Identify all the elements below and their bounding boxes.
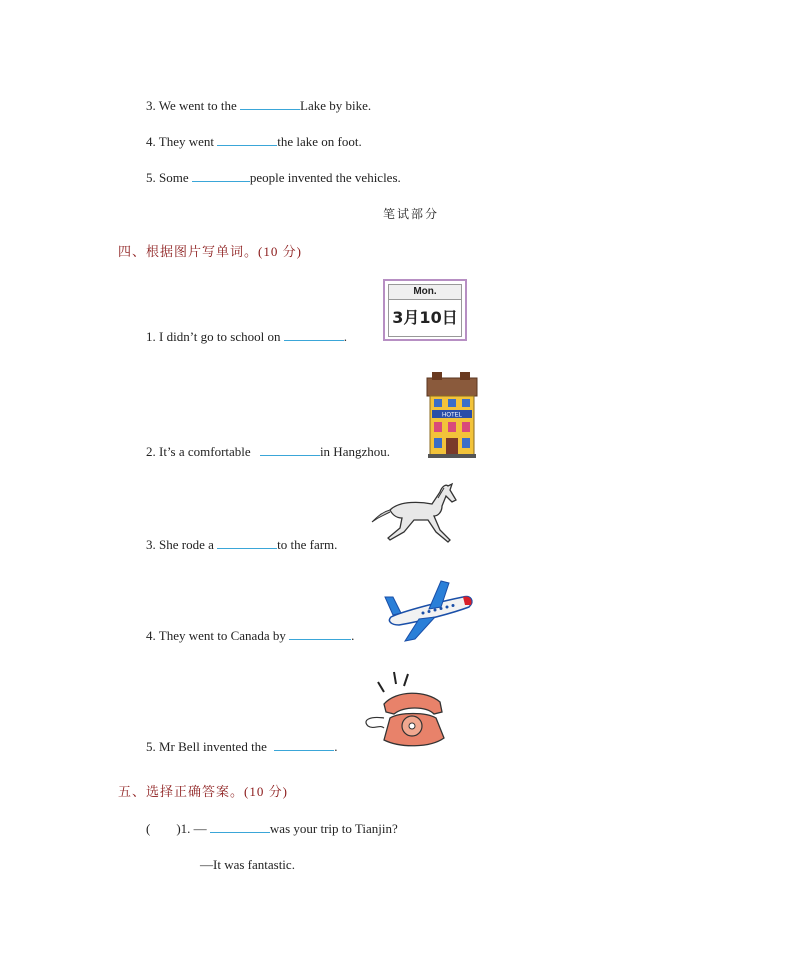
hotel-sign: HOTEL [441,412,463,419]
telephone-icon [360,668,450,754]
listening-item-5: 5. Some people invented the vehicles. [146,170,401,185]
calendar-date: 3月10日 [388,300,462,337]
section5-question-1: ( )1. — was your trip to Tianjin? [146,821,398,836]
answer-blank[interactable] [289,627,351,640]
section4-item-3: 3. She rode a to the farm. [146,537,338,552]
horse-icon [370,482,462,552]
answer-blank[interactable] [260,443,320,456]
section5-heading: 五、选择正确答案。(10 分) [118,784,288,799]
listening-item-4: 4. They went the lake on foot. [146,134,362,149]
calendar-icon [383,279,467,341]
answer-blank[interactable] [192,169,250,182]
hotel-icon [424,372,480,458]
answer-blank[interactable] [284,328,344,341]
section4-item-2: 2. It’s a comfortable in Hangzhou. [146,444,390,459]
section4-heading: 四、根据图片写单词。(10 分) [118,244,302,259]
answer-blank[interactable] [210,820,270,833]
written-part-title: 笔试部分 [383,207,440,221]
answer-blank[interactable] [217,536,277,549]
section4-item-5: 5. Mr Bell invented the . [146,739,338,754]
section4-item-4: 4. They went to Canada by . [146,628,355,643]
answer-blank[interactable] [217,133,277,146]
section4-item-1: 1. I didn’t go to school on . [146,329,347,344]
answer-blank[interactable] [274,738,334,751]
section5-answer-1: —It was fantastic. [200,857,295,872]
airplane-icon [383,575,475,645]
calendar-day: Mon. [388,284,462,300]
listening-item-3: 3. We went to the Lake by bike. [146,98,372,113]
answer-blank[interactable] [240,97,300,110]
